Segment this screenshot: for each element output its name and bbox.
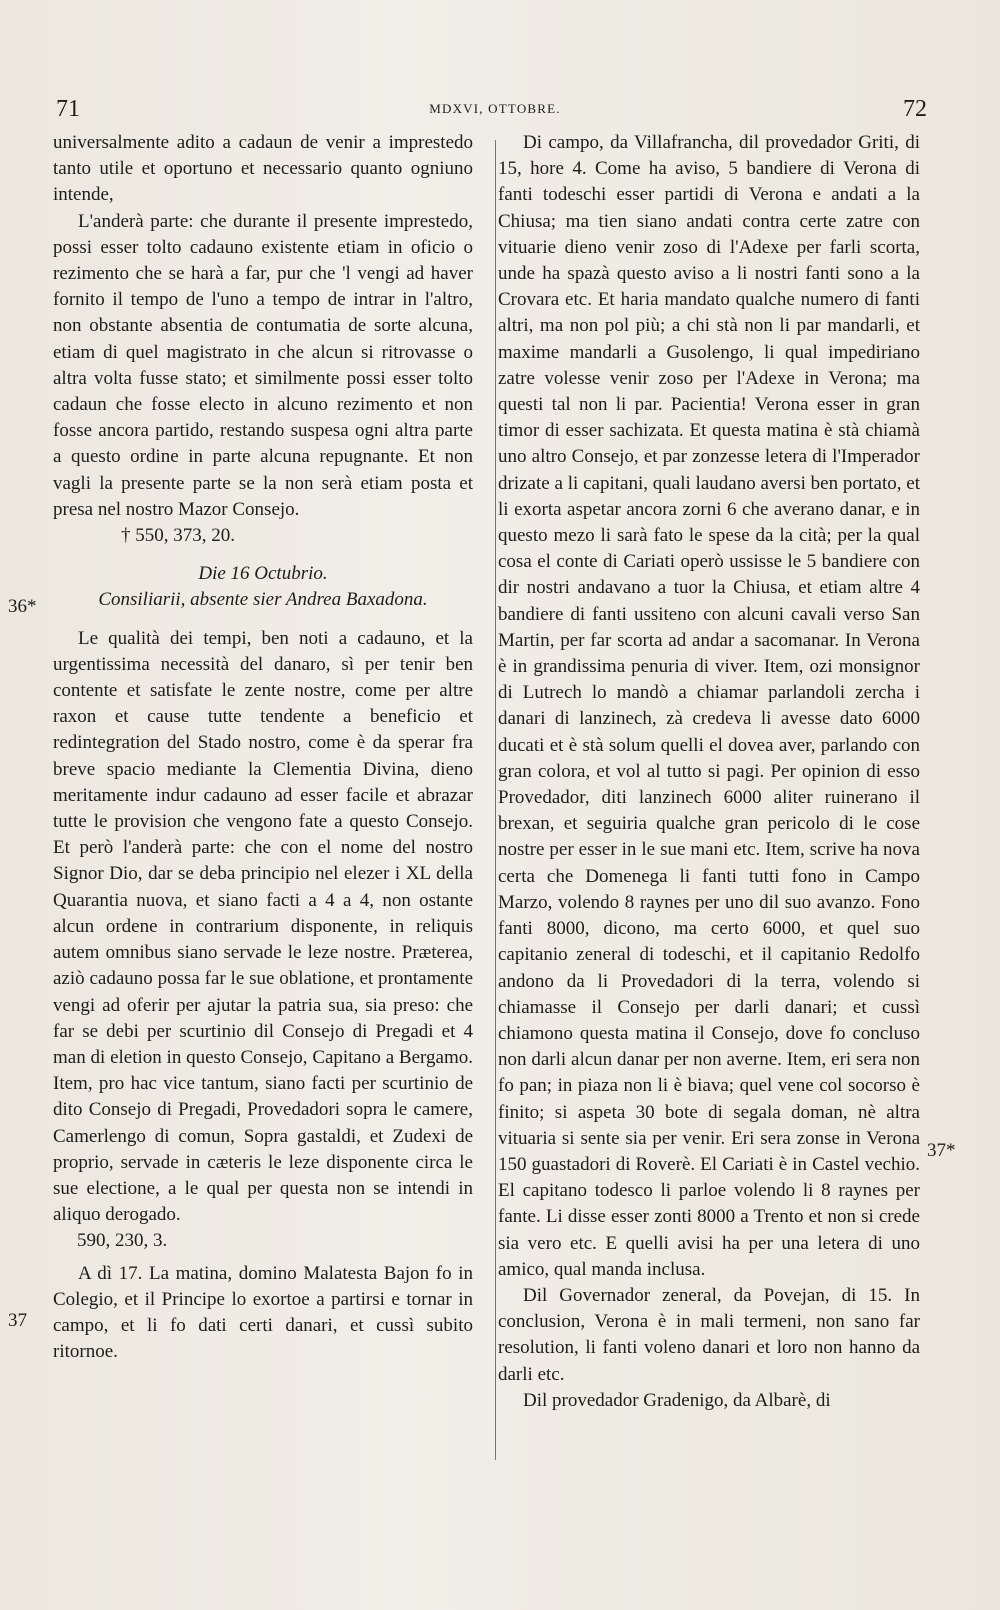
left-page-number: 71 <box>56 96 80 122</box>
left-column <box>53 130 473 1365</box>
date-heading: Die 16 Octubrio. <box>198 563 328 585</box>
right-page-number: 72 <box>903 96 927 122</box>
margin-mark-36: 36* <box>8 596 37 617</box>
vote-result-2: 590, 230, 3. <box>77 1230 168 1252</box>
right-column <box>498 130 920 1414</box>
left-paragraph-4: A dì 17. La matina, domino Malatesta Bajon fo in Colegio, et il Principe lo exortoe a partirsi e tornar in campo, et li fo dati certi danari, et cussì subito ritornoe. <box>53 1262 473 1363</box>
left-paragraph-3: Le qualità dei tempi, ben noti a cadauno, et la urgentissima necessità del danaro, sì per tenir ben contente et satisfate le zente nostre, come per altre raxon et cause tutte tendente a beneficio et redintegration del Stado nostro, come è da sperar fra breve spacio mediante la Clementia Divina, dieno meritamente indur cadauno ad esser facile et abrazar tutte le provision che vengono fate a questo Consejo. Et però l'anderà parte: che con el nome del nostro Signor Dio, dar se deba principio nel elezer i XL della Quarantia nuova, et siano facti a 4 a 4, non ostante alcun ordene in contrarium disponente, in reliquis autem omnibus siano servade le leze nostre. Præterea, aziò cadauno possa far le sue oblatione, et prontamente vengi ad oferir per ajutar la patria sua, sia preso: che far se debi per scurtinio dil Consejo di Pregadi et 4 man di eletion in questo Consejo, Capitano a Bergamo. Item, pro hac vice tantum, siano facti per scurtinio de dito Consejo di Pregadi, Provedadori sopra le camere, Camerlengo di comun, Sopra gastaldi, et Zudexi de proprio, servade in cæteris le leze disponente circa le sue electione, a le qual per questa non se intendi in aliquo derogado. <box>53 627 473 1226</box>
consiliarii-line: Consiliarii, absente sier Andrea Baxadona. <box>98 589 428 611</box>
spacer <box>53 614 473 626</box>
vote-result-1: † 550, 373, 20. <box>121 525 235 547</box>
spacer <box>53 549 473 561</box>
column-divider <box>495 140 496 1460</box>
left-paragraph-1: universalmente adito a cadaun de venir a imprestedo tanto utile et oportuno et necessario quanto ogniuno intende, <box>53 132 473 206</box>
right-paragraph-3: Dil provedador Gradenigo, da Albarè, di <box>523 1389 831 1411</box>
left-paragraph-2: L'anderà parte: che durante il presente imprestedo, possi esser tolto cadauno existente etiam in oficio o rezimento che se harà a far, pur che 'l vengi ad haver fornito il tempo de l'uno a tempo de intrar in l'altro, non obstante absentia de contumatia de sorte alcuna, etiam di quel magistrato in che alcun si ritrovasse o altra volta fusse stato; et similmente possi esser tolto cadaun che fosse electo in alcuno rezimento et non fosse ancora partido, restando suspesa ogni altra parte a questo ordine in parte alcuna repugnante. Et non vagli la presente parte se la non serà etiam posta et presa nel nostro Mazor Consejo. <box>53 210 473 520</box>
right-paragraph-1: Di campo, da Villafrancha, dil provedador Griti, di 15, hore 4. Come ha aviso, 5 bandiere di Verona di fanti todeschi esser partidi di Verona e andati a la Chiusa; ma tien siano andati contra certe zatre con vituarie dieno venir zoso di l'Adexe per farli scorta, unde ha spazà questo aviso a li nostri fanti sono a la Crovara etc. Et haria mandato qualche numero di fanti altri, ma non pol più; a chi stà non li par mandarli, et maxime mandarli a Gusolengo, li qual impediriano zatre volesse venir zoso per l'Adexe in Verona; ma questi tal non li par. Pacientia! Verona esser in gran timor di esser sachizata. Et questa matina è stà chiamà uno altro Consejo, et par zonzesse letera di l'Imperador drizate a li capitani, quali laudano aversi ben portato, et li exorta aspetar ancora zorni 6 che averano danar, e in questo mezo li sarà fato le spese da la cità; per la qual cosa el conte di Cariati operò ussisse le 5 bandiere con dir nostri andavano a tuor la Chiusa, et etiam altre 4 bandiere di fanti ussiteno con alcuni cavali verso San Martin, per far scorta ad andar a sacomanar. In Verona è in grandissima penuria di viver. Item, ozi monsignor di Lutrech lo mandò a chiamar parlandoli zercha i danari di lanzinech, zà credeva li avesse dato 6000 ducati et è stà solum quelli el dovea aver, parlando con gran colora, et vol al tutto si pagi. Per opinion di esso Provedador, diti lanzinech 6000 aliter ruinerano il brexan, et seguiria qualche gran pericolo di le cose nostre per esser in le sue mani etc. Item, scrive ha nova certa che Domenega li fanti tutti fono in Campo Marzo, volendo 8 raynes per uno dil suo avanzo. Fono fanti 8000, dicono, ma certo 6000, et quel suo capitanio zeneral di todeschi, et il capitanio Redolfo andono da li Provedadori di la terra, volendo si chiamasse il Consejo per darli danari; et cussì chiamono questa matina il Consejo, dove fo concluso non darli alcun danar per non averne. Item, eri sera non fo pan; in piaza non li è biava; quel vene col socorso è finito; si aspeta 30 bote di segala doman, nè altra vituaria si sente sia per venir. Eri sera zonse in Verona 150 guastadori di Roverè. El Cariati è in Castel vechio. El capitano todesco li parloe volendo li 8 raynes per fante. Li disse esser zonti 8000 a Trento et non si crede sia vero etc. E quelli avisi ha per una letera di uno amico, qual manda inclusa. <box>498 132 920 1280</box>
margin-mark-37: 37 <box>8 1310 27 1331</box>
right-paragraph-2: Dil Governador zeneral, da Povejan, di 15. In conclusion, Verona è in mali termeni, non sano far resolution, li fanti voleno danari et loro non hanno da darli etc. <box>498 1284 920 1385</box>
running-header-title: MDXVI, OTTOBRE. <box>429 101 561 116</box>
margin-mark-37-star: 37* <box>927 1140 956 1161</box>
